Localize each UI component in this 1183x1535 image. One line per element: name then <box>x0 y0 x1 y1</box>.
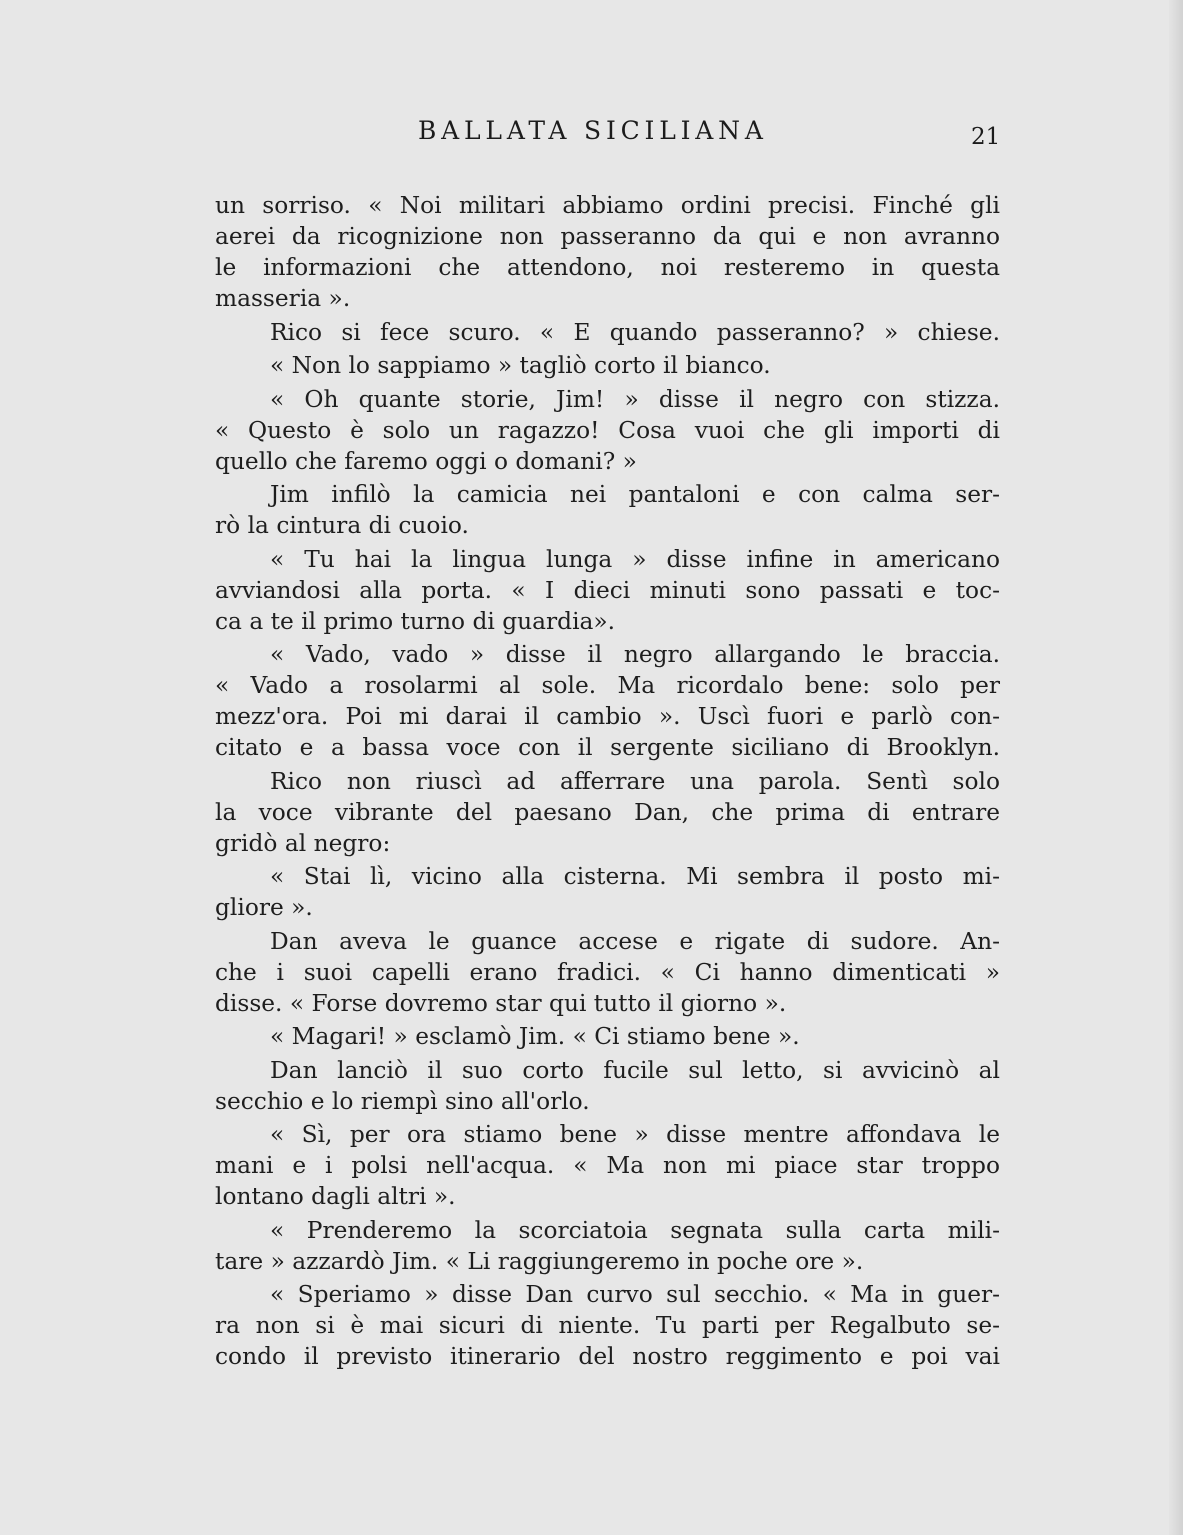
text-line: gridò al negro: <box>215 829 391 857</box>
text-line: « Vado, vado » disse il negro allargando le braccia. <box>270 641 1000 668</box>
text-line: quello che faremo oggi o domani? » <box>215 447 637 475</box>
text-line: Dan aveva le guance accese e rigate di sudore. An- <box>270 927 1000 955</box>
text-line: « Magari! » esclamò Jim. « Ci stiamo bene ». <box>270 1023 800 1050</box>
text-line: aerei da ricognizione non passeranno da qui e non avranno <box>215 223 1000 250</box>
text-line: « Oh quante storie, Jim! » disse il negro con stizza. <box>270 385 1000 413</box>
text-line: condo il previsto itinerario del nostro reggimento e poi vai <box>215 1343 1000 1370</box>
running-title: BALLATA SICILIANA <box>418 116 768 145</box>
text-line: rò la cintura di cuoio. <box>215 512 469 539</box>
text-line: ra non si è mai sicuri di niente. Tu parti per Regalbuto se- <box>215 1312 1000 1339</box>
text-line: Jim infilò la camicia nei pantaloni e con calma ser- <box>270 481 1000 508</box>
text-line: avviandosi alla porta. « I dieci minuti sono passati e toc- <box>215 576 1000 604</box>
text-line: mani e i polsi nell'acqua. « Ma non mi piace star troppo <box>215 1152 1000 1179</box>
text-line: un sorriso. « Noi militari abbiamo ordini precisi. Finché gli <box>215 192 1000 219</box>
page-number: 21 <box>971 124 1001 150</box>
text-line: « Prenderemo la scorciatoia segnata sulla carta mili- <box>270 1216 1000 1244</box>
text-line: Dan lanciò il suo corto fucile sul letto, si avvicinò al <box>270 1056 1000 1084</box>
text-line: ca a te il primo turno di guardia». <box>215 607 616 635</box>
text-line: « Questo è solo un ragazzo! Cosa vuoi che gli importi di <box>215 416 1000 444</box>
text-line: Rico non riuscì ad afferrare una parola. Sentì solo <box>270 767 1000 795</box>
text-line: « Sì, per ora stiamo bene » disse mentre affondava le <box>270 1121 1000 1148</box>
text-line: tare » azzardò Jim. « Li raggiungeremo in poche ore ». <box>215 1247 864 1275</box>
text-line: citato e a bassa voce con il sergente siciliano di Brooklyn. <box>215 734 1000 761</box>
text-line: gliore ». <box>215 894 313 921</box>
text-line: « Tu hai la lingua lunga » disse infine in americano <box>270 545 1000 573</box>
text-line: che i suoi capelli erano fradici. « Ci hanno dimenticati » <box>215 958 1000 986</box>
text-line: masseria ». <box>215 285 351 312</box>
text-line: mezz'ora. Poi mi darai il cambio ». Uscì fuori e parlò con- <box>215 703 1000 730</box>
page-edge <box>1169 0 1183 1535</box>
text-line: Rico si fece scuro. « E quando passeranno? » chiese. <box>270 318 1000 346</box>
text-line: disse. « Forse dovremo star qui tutto il giorno ». <box>215 989 787 1017</box>
body-text <box>215 190 1000 1372</box>
text-line: « Speriamo » disse Dan curvo sul secchio. « Ma in guer- <box>270 1281 1000 1308</box>
text-line: lontano dagli altri ». <box>215 1183 456 1210</box>
text-line: « Stai lì, vicino alla cisterna. Mi sembra il posto mi- <box>270 863 1000 890</box>
text-line: « Non lo sappiamo » tagliò corto il bianco. <box>270 352 771 379</box>
text-line: « Vado a rosolarmi al sole. Ma ricordalo bene: solo per <box>215 672 1000 699</box>
text-line: secchio e lo riempì sino all'orlo. <box>215 1087 590 1115</box>
text-line: le informazioni che attendono, noi resteremo in questa <box>215 254 1000 281</box>
text-line: la voce vibrante del paesano Dan, che prima di entrare <box>215 798 1000 826</box>
